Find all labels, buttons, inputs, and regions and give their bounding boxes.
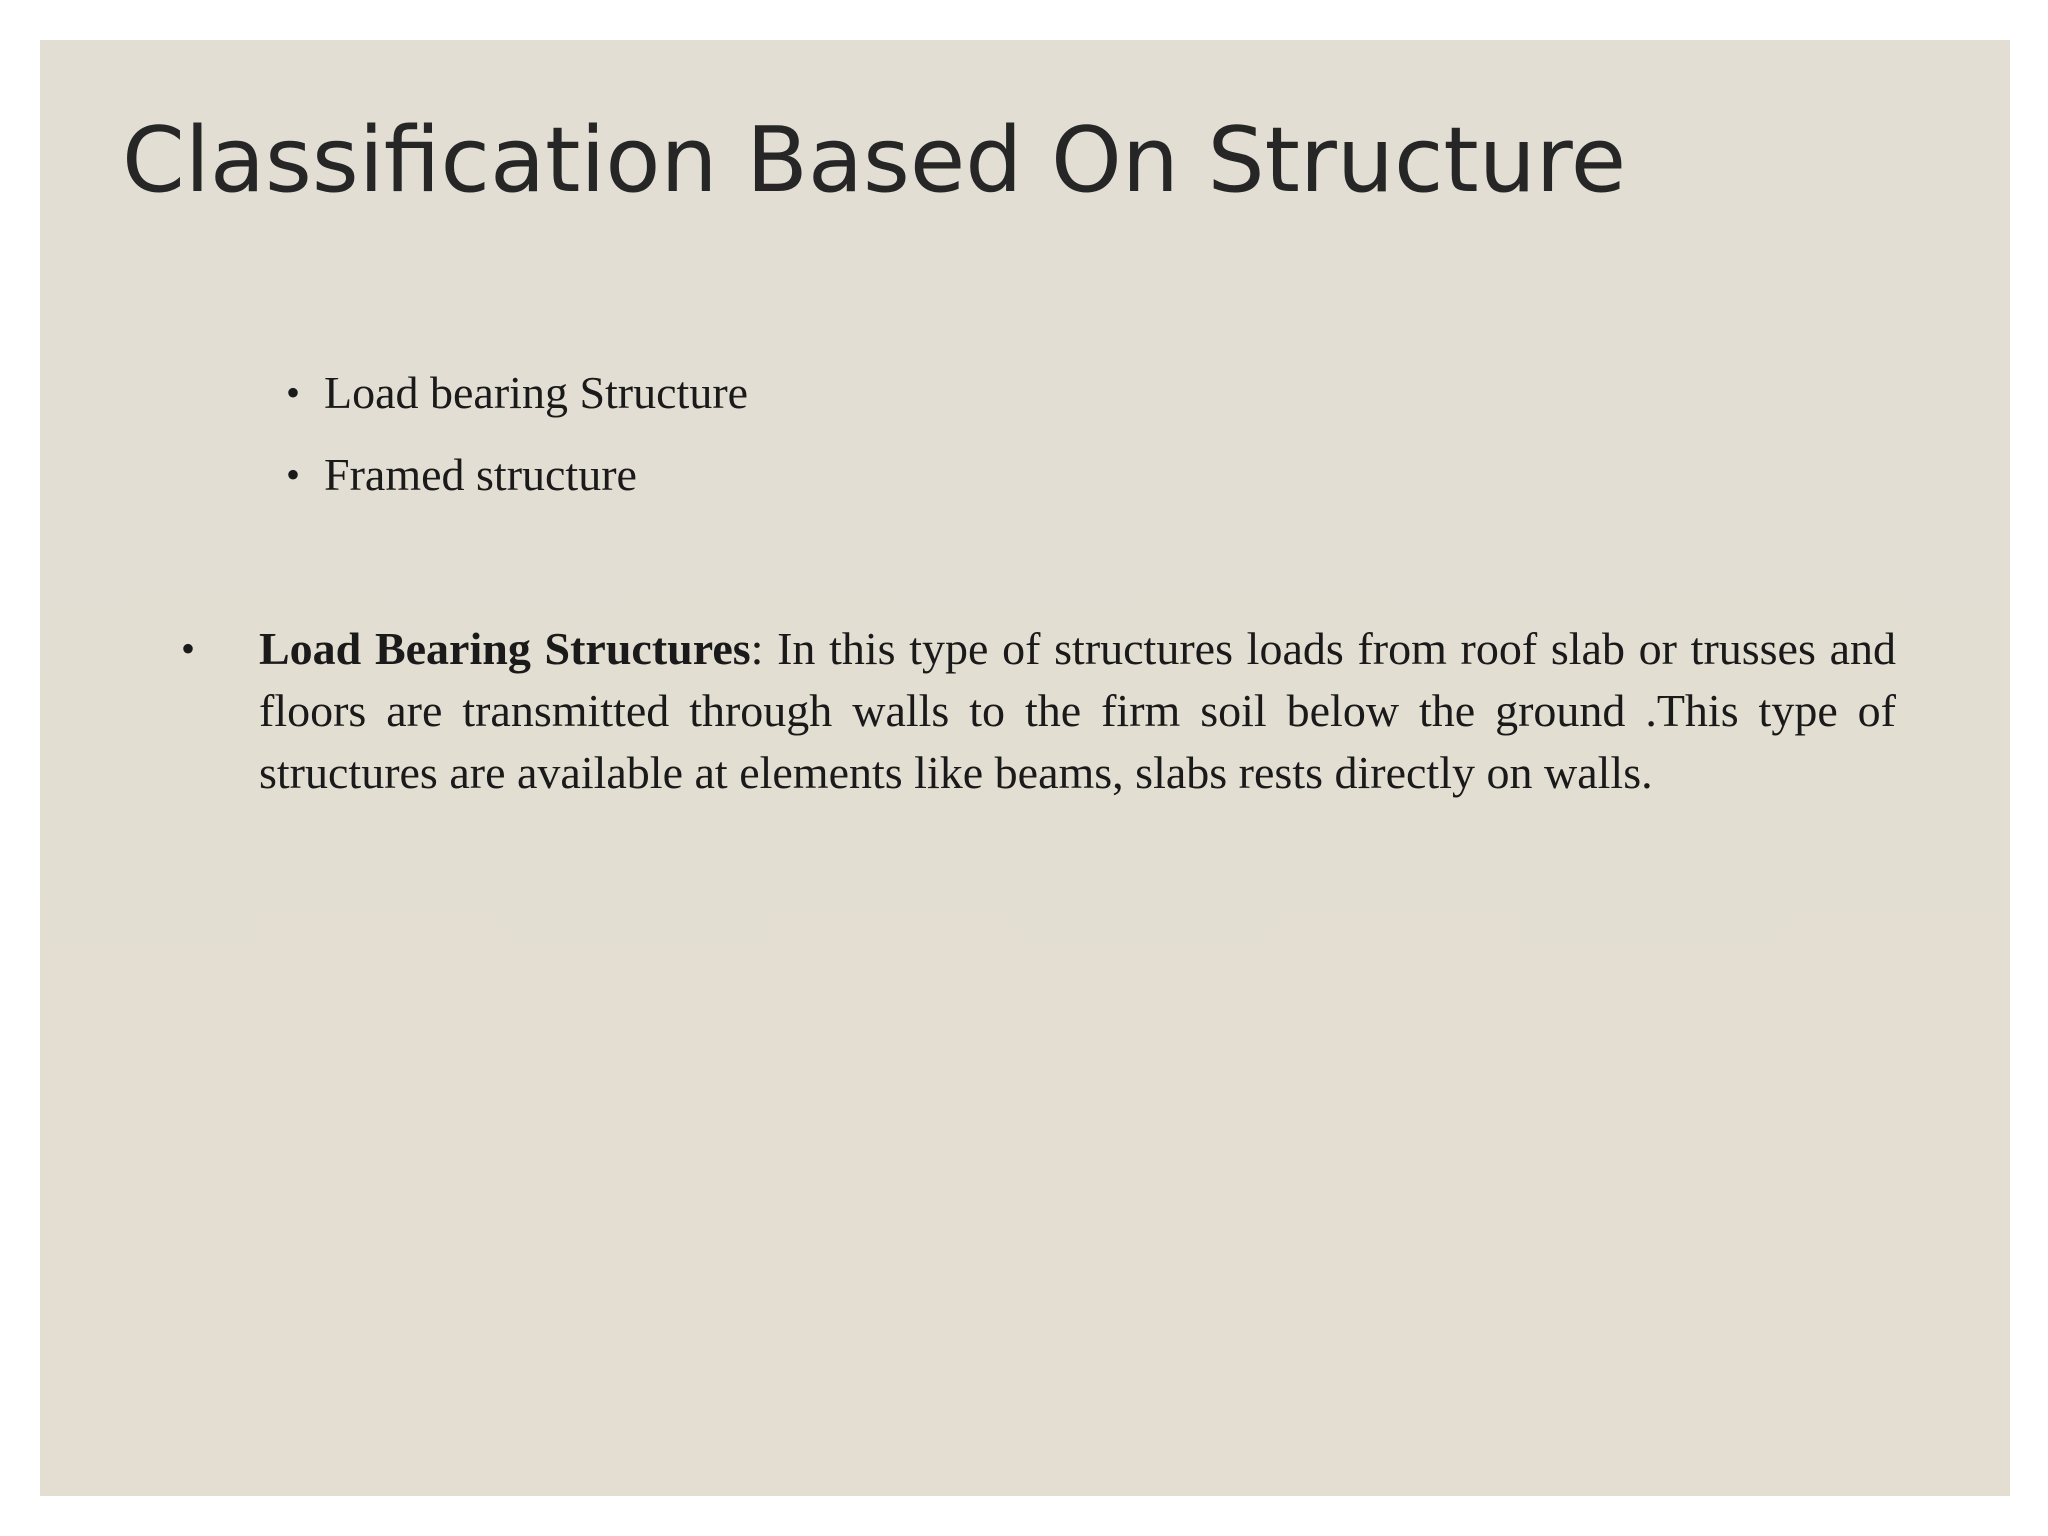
bullet-label: Framed structure <box>324 449 637 500</box>
detail-paragraph <box>259 618 1896 804</box>
bullet-item-framed <box>230 434 748 516</box>
bullet-dot-icon: • <box>286 370 301 415</box>
bullet-dot-icon: • <box>286 452 301 497</box>
detail-separator: : <box>750 623 764 674</box>
bullet-label: Load bearing Structure <box>324 367 749 418</box>
detail-bullet <box>139 618 1899 804</box>
slide-title: Classification Based On Structure <box>122 108 1627 213</box>
slide <box>40 40 2010 1496</box>
bullet-item-load-bearing <box>230 352 748 434</box>
bullet-dot-icon: • <box>181 626 196 671</box>
detail-term: Load Bearing Structures <box>259 623 751 674</box>
detail-text: In this type of structures loads from roof slab or trusses and floors are transmitted through walls to the firm soil below the ground .This type of structures are available at elements like beams, slabs rests directly on walls. <box>259 623 1896 798</box>
bullet-list <box>230 352 748 516</box>
